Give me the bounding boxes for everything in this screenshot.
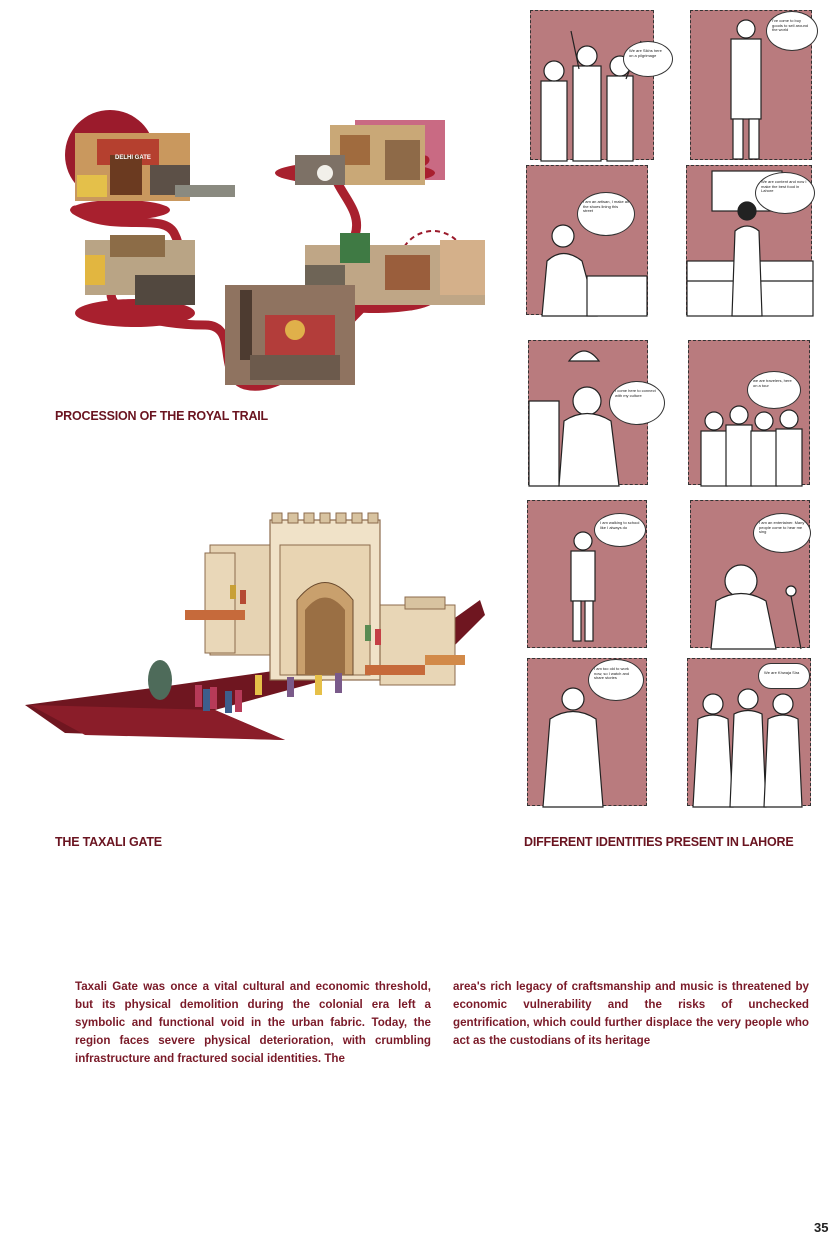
speech-bubble: We are Khwaja Sira [758,663,810,689]
speech-bubble: I come here to connect with my culture [609,381,665,425]
speech-bubble: We are content and now I make the best food in Lahore [755,172,815,214]
speech-bubble: I am too old to work now, so I watch and share stories [588,659,644,701]
comic-panel [526,165,648,315]
comic-panel [690,10,812,160]
artisan-drawing [527,166,649,316]
speech-bubble: I am an artisan, I make all the shoes lining this street [577,192,635,236]
heading-taxali-gate: THE TAXALI GATE [55,835,162,849]
comic-panel [688,340,810,485]
comic-panel [530,10,662,160]
page-number: 35 [814,1220,829,1235]
heading-royal-trail: PROCESSION OF THE ROYAL TRAIL [55,409,268,423]
taxali-gate-drawing [25,505,490,745]
sikh-pilgrims-drawing [531,11,655,161]
royal-trail-illustration [55,115,495,395]
body-text-col-1: Taxali Gate was once a vital cultural and economic threshold, but its physical demolition during the colonial era left a symbolic and functional void in the urban fabric. Today, the region faces severe physical deterioration, with crumbling infrastructure and fractured social identities. The [75,980,431,1065]
speech-bubble: We are Sikhs here on a pilgrimage [623,41,673,77]
taxali-gate-illustration [25,505,490,745]
royal-trail-map [55,115,495,395]
comic-panel [687,658,811,806]
comic-panel [686,165,812,315]
gate-sign-text: DELHI GATE [115,155,151,161]
comic-panel [527,500,647,648]
speech-bubble: I am an entertainer. Many people come to hear me sing [753,513,811,553]
speech-bubble: I've come to buy goods to sell around the world [766,11,818,51]
travelers-drawing [689,341,811,486]
comic-panel [528,340,656,485]
comic-panel [690,500,810,648]
body-text-col-2: area's rich legacy of craftsmanship and music is threatened by economic vulnerability and the risks of unchecked gentrification, which could further displace the very people who act as the custodians of its heritage [453,980,809,1047]
comic-panel [527,658,647,806]
speech-bubble: I am walking to school like I always do [594,513,646,547]
speech-bubble: we are travelers, here on a tour [747,371,801,409]
heading-identities: DIFFERENT IDENTITIES PRESENT IN LAHORE [524,835,794,849]
